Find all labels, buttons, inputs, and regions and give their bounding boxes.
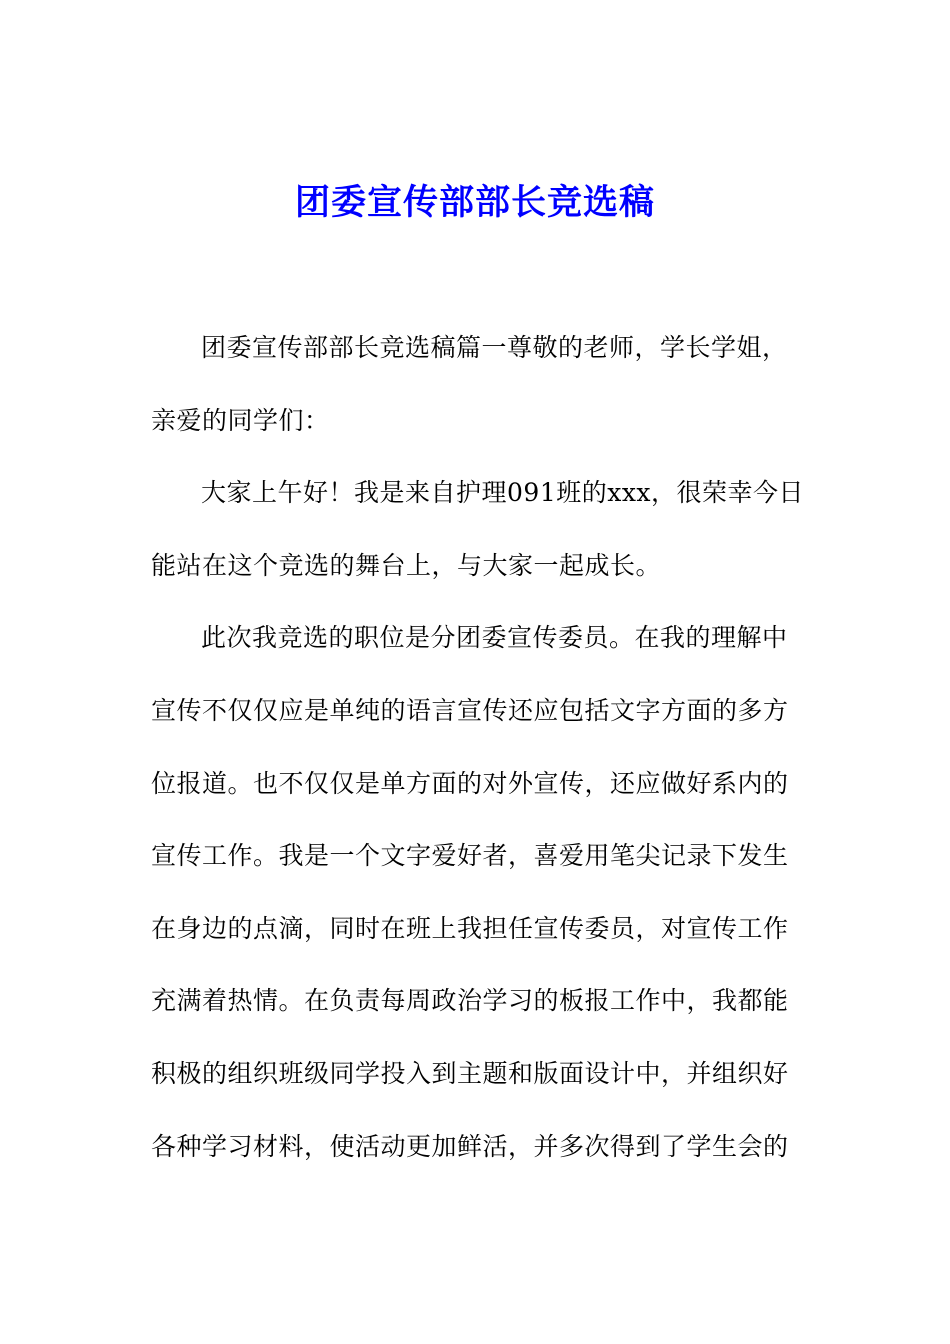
paragraph-line: 宣传工作。我是一个文字爱好者，喜爱用笔尖记录下发生: [151, 841, 789, 871]
paragraph-line: 在身边的点滴，同时在班上我担任宣传委员，对宣传工作: [151, 913, 789, 943]
document-title: 团委宣传部部长竞选稿: [294, 182, 655, 223]
paragraph-line: 团委宣传部部长竞选稿篇一尊敬的老师，学长学姐，: [201, 333, 788, 362]
document-body: [151, 323, 805, 1194]
paragraph-line: 积极的组织班级同学投入到主题和版面设计中，并组织好: [151, 1058, 789, 1088]
paragraph-line: 亲爱的同学们：: [151, 405, 330, 435]
paragraph-line: 各种学习材料，使活动更加鲜活，并多次得到了学生会的: [151, 1131, 789, 1161]
paragraph-line: 此次我竞选的职位是分团委宣传委员。在我的理解中: [201, 623, 788, 653]
paragraph-line: 宣传不仅仅应是单纯的语言宣传还应包括文字方面的多方: [151, 695, 789, 725]
paragraph-line: 大家上午好！我是来自护理091班的xxx，很荣幸今日: [201, 478, 805, 508]
paragraph-line: 能站在这个竞选的舞台上，与大家一起成长。: [151, 550, 662, 580]
paragraph-line: 充满着热情。在负责每周政治学习的板报工作中，我都能: [151, 986, 789, 1016]
paragraph-line: 位报道。也不仅仅是单方面的对外宣传，还应做好系内的: [151, 768, 789, 798]
